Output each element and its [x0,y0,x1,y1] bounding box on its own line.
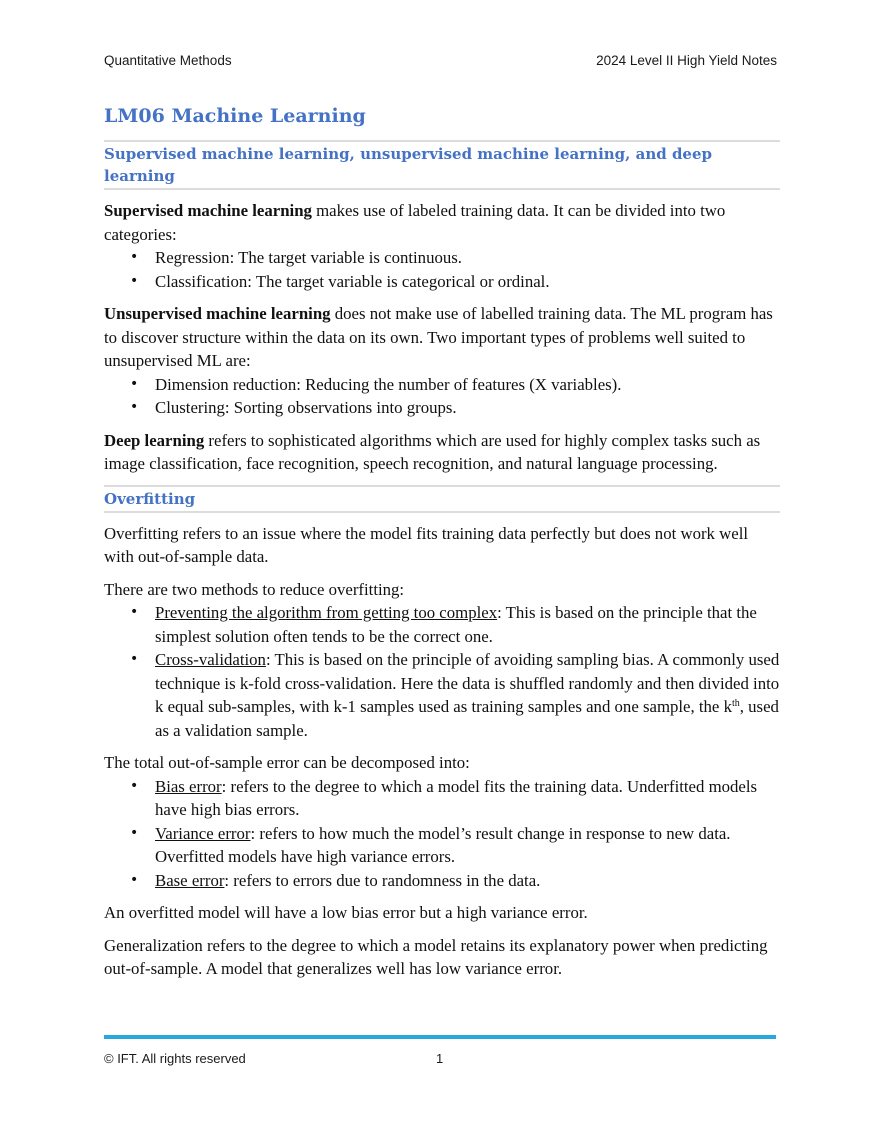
errors-intro: The total out-of-sample error can be decomposed into: [104,753,470,772]
page-header [104,53,777,73]
page-title: LM06 Machine Learning [104,105,366,127]
method-text: : This is based on the principle of avoiding sampling bias. A commonly used technique is k-fold cross-validation. Here the data is shuffled randomly and then divided into k equal sub-samples, with k-1 samples used as training samples and one sample, the k [155,650,780,716]
list-item [104,648,780,742]
list-item [104,869,780,893]
list-item: • Classification: The target variable is categorical or ordinal. [104,270,780,294]
method-text-after: , used as a validation sample. [155,697,779,740]
deep-learning-text: refers to sophisticated algorithms which are used for highly complex tasks such as image classification, face recognition, speech recognition, and natural language processing. [104,430,761,473]
error-text: : refers to how much the model’s result change in response to new data. Overfitted models have high variance errors. [155,823,731,866]
supervised-paragraph [104,199,780,246]
method-term: Preventing the algorithm from getting too complex [155,603,498,622]
generalization-paragraph: Generalization refers to the degree to which a model retains its explanatory power when predicting out-of-sample. A model that generalizes well has low variance error. [104,935,768,978]
method-term: Cross-validation [155,650,266,669]
footer-divider [104,1035,776,1039]
list-item: • Dimension reduction: Reducing the number of features (X variables). [104,373,780,397]
supervised-list [104,246,780,293]
supervised-term: Supervised machine learning [104,201,312,220]
error-term: Base error [155,870,225,890]
unsupervised-text: does not make use of labelled training data. The ML program has to discover structure within the data on its own. Two important types of problems well suited to unsupervised ML are: [104,304,773,370]
overfitting-intro: Overfitting refers to an issue where the model fits training data perfectly but does not work well with out-of-sample data. [104,523,749,566]
section-heading-learning-types: Supervised machine learning, unsupervised machine learning, and deep learning [104,140,780,190]
overfit-note: An overfitted model will have a low bias error but a high variance error. [104,903,588,922]
list-item [104,601,780,648]
method-text: : This is based on the principle that the simplest solution often tends to be the correct one. [155,603,757,646]
methods-list [104,601,780,742]
list-item [104,822,780,869]
superscript-th: th [731,698,740,709]
header-notes-title: 2024 Level II High Yield Notes [596,53,777,68]
list-item: • Clustering: Sorting observations into groups. [104,396,780,420]
header-subject: Quantitative Methods [104,53,232,68]
error-text: : refers to errors due to randomness in the data. [224,870,541,890]
document-body [104,100,780,990]
list-item [104,775,780,822]
supervised-text: makes use of labeled training data. It can be divided into two categories: [104,201,726,244]
page-number: 1 [436,1051,444,1066]
copyright-notice: © IFT. All rights reserved [104,1051,246,1066]
methods-intro: There are two methods to reduce overfitting: [104,579,405,599]
list-item: • Regression: The target variable is continuous. [104,246,780,270]
error-text: : refers to the degree to which a model fits the training data. Underfitted models have high bias errors. [155,776,758,819]
unsupervised-term: Unsupervised machine learning [104,304,331,323]
error-term: Bias error [155,776,222,796]
errors-list [104,775,780,893]
deep-learning-term: Deep learning [104,430,205,450]
unsupervised-paragraph [104,302,780,373]
section-heading-overfitting: Overfitting [104,485,780,513]
unsupervised-list [104,373,780,420]
deep-learning-paragraph [104,429,780,476]
error-term: Variance error [155,823,251,843]
